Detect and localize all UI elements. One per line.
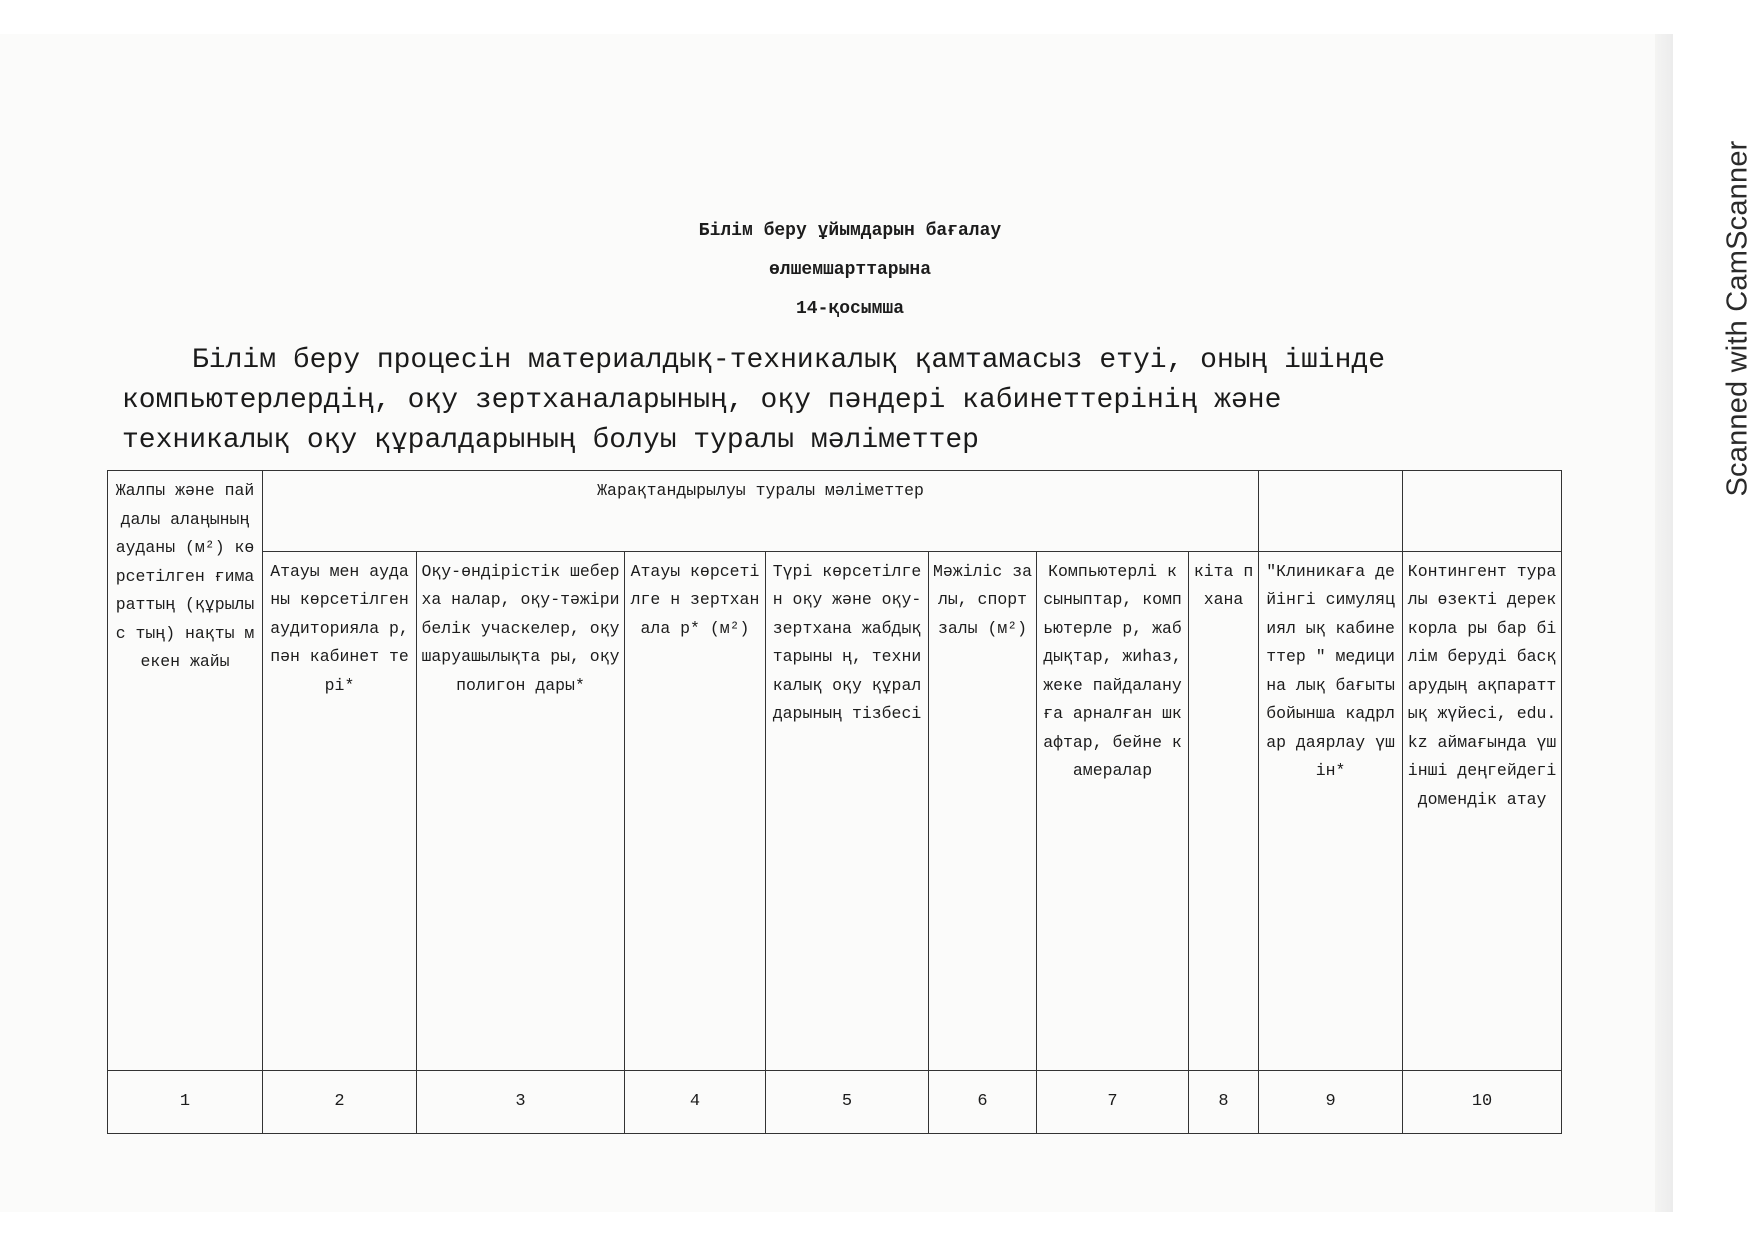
col3-header: Оқу-өндірістік шеберха налар, оқу-тәжірибелік учаскелер, оқушаруашылықта ры, оқу полигон дары*	[417, 551, 625, 1071]
column-number: 1	[108, 1071, 263, 1134]
column-number: 4	[625, 1071, 766, 1134]
scan-edge	[1655, 34, 1673, 1212]
column-number: 8	[1189, 1071, 1259, 1134]
col1-header: Жалпы және пайдалы алаңының ауданы (м²) көрсетілген ғимараттың (құрылыс тың) нақты мекен жайы	[108, 471, 263, 1071]
column-number: 10	[1403, 1071, 1562, 1134]
equipment-group-header: Жарақтандырылуы туралы мәліметтер	[263, 471, 1259, 552]
column-number: 2	[263, 1071, 417, 1134]
col8-header: кіта п хана	[1189, 551, 1259, 1071]
annex-header	[560, 212, 1140, 329]
col4-header: Атауы көрсетілге н зертханала р* (м²)	[625, 551, 766, 1071]
header-line-1: Білім беру ұйымдарын бағалау	[698, 221, 1002, 241]
header-row-top	[108, 471, 1562, 552]
column-number: 9	[1259, 1071, 1403, 1134]
title-line-1: Білім беру процесін материалдық-техникалық қамтамасыз етуі, оның ішінде	[192, 345, 1385, 376]
header-line-2: өлшемшарттарына	[768, 260, 932, 280]
watermark-text: Scanned with CamScanner	[1721, 139, 1754, 497]
document-title	[122, 341, 1572, 461]
col10-header-top	[1403, 471, 1562, 552]
column-number-row	[108, 1071, 1562, 1134]
col10-header: Контингент туралы өзекті дереккорла ры бар білім беруді басқарудың ақпараттық жүйесі, edu. kz аймағында үшінші деңгейдегі домендік атау	[1403, 551, 1562, 1071]
watermark	[1718, 128, 1755, 508]
col7-header: Компьютерлі к сыныптар, компьютерле р, жабдықтар, жиһаз, жеке пайдалануға арналған шкафтар, бейне камералар	[1037, 551, 1189, 1071]
column-number: 5	[766, 1071, 929, 1134]
title-line-3: техникалық оқу құралдарының болуы туралы мәліметтер	[122, 425, 979, 456]
column-number: 3	[417, 1071, 625, 1134]
col9-header: "Клиникаға дейінгі симуляциял ық кабинеттер " медицина лық бағыты бойынша кадрлар даярлау үшін*	[1259, 551, 1403, 1071]
col2-header: Атауы мен ауданы көрсетілген аудиторияла р, пән кабинет тері*	[263, 551, 417, 1071]
header-row-sub	[108, 551, 1562, 1071]
column-number: 6	[929, 1071, 1037, 1134]
col6-header: Мәжіліс залы, спорт залы (м²)	[929, 551, 1037, 1071]
col5-header: Түрі көрсетілген оқу және оқу-зертхана жабдықтарыны ң, техникалық оқу құралдарының тізбесі	[766, 551, 929, 1071]
header-line-3: 14-қосымша	[795, 299, 905, 319]
title-line-2: компьютерлердің, оқу зертханаларының, оқу пәндері кабинеттерінің және	[122, 385, 1282, 416]
col9-header-top	[1259, 471, 1403, 552]
column-number: 7	[1037, 1071, 1189, 1134]
equipment-table	[107, 470, 1562, 1134]
